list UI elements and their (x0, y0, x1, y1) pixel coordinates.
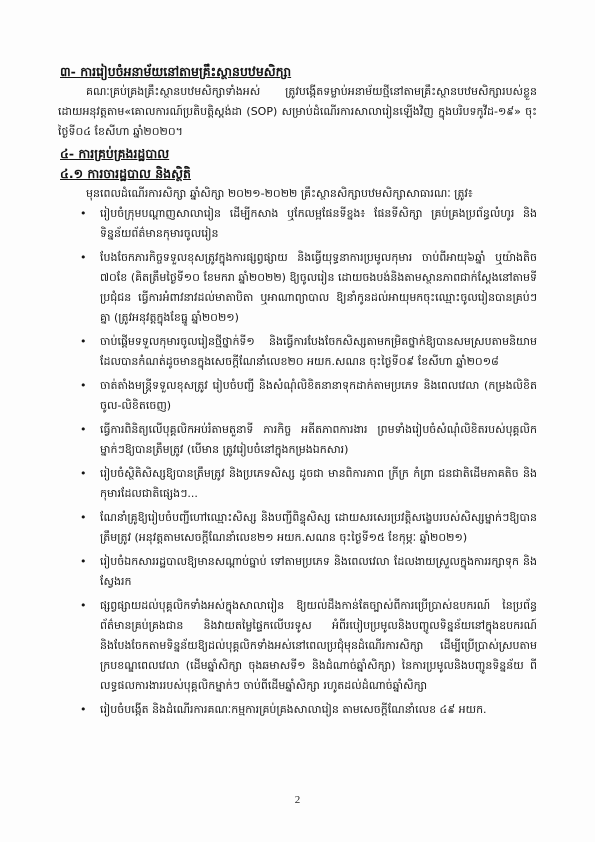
bullet-marker: • (80, 379, 87, 392)
bullet-marker: • (80, 423, 87, 436)
list-item (72, 204, 537, 244)
list-item-text: ផ្សព្វផ្សាយដល់បុគ្គលិកទាំងអស់ក្នុងសាលារៀន ឱ្យយល់ដឹងកាន់តែច្បាស់ពីការប្រើប្រាស់ឧបករណ៍ នៃប្រព័ន្ធព័ត៌មានគ្រប់គ្រងជាន និងវាយតម្លៃផ្ទៃកលើបរទូស អំពីរបៀបប្រមូលនិងបញ្ចូលទិន្នន័យនៅក្នុងឧបករណ៍ និងបែងចែកតាមទិន្នន័យឱ្យដល់បុគ្គលិកទាំងអស់នៅពេលប្រជុំមុនដំណើរការសិក្សា ដើម្បីប្រើប្រាស់ស្របតាមក្របខណ្ឌពេលវេលា (ដើមឆ្នាំសិក្សា ចុងឆមាសទី១ និងដំណាច់ឆ្នាំសិក្សា) នៃការប្រមូលនិងបញ្ជូនទិន្នន័យ ពីលទ្ធផលការងាររបស់បុគ្គលិកម្នាក់ៗ ចាប់ពីដើមឆ្នាំសិក្សា រហូតដល់ដំណាច់ឆ្នាំសិក្សា (100, 599, 537, 692)
bullet-list (58, 204, 537, 720)
bullet-marker: • (80, 703, 87, 716)
list-item (72, 332, 537, 372)
bullet-marker: • (80, 335, 87, 348)
subsection-4-1-intro: មុនពេលដំណើរការសិក្សា ឆ្នាំសិក្សា ២០២១-២០២២ គ្រឹះស្ថានសិក្សាបឋមសិក្សាសាធារណៈ ត្រូវ៖ (86, 187, 473, 200)
bullet-marker: • (80, 599, 87, 612)
list-item-text: រៀបចំស្ថិតិសិស្សឱ្យបានត្រឹមត្រូវ និងប្រភេទសិស្ស ដូចជា មានពិការភាព ក្រីក្រ កំព្រា ជនជាតិដើមភាគតិច និងកុមារដែលជាតិផ្សេងៗ... (100, 467, 537, 500)
list-item-text: ធ្វើការពិនិត្យលើបុគ្គលិកអប់រំតាមតួនាទី ភារកិច្ច អតីតភាពការងារ ព្រមទាំងរៀបចំសំណុំលិខិតរបស់បុគ្គលិកម្នាក់ៗឱ្យបានត្រឹមត្រូវ (បើមាន ត្រូវរៀបចំនៅក្នុងកម្រងឯកសារ) (100, 423, 537, 456)
list-item (72, 420, 537, 460)
list-item-text: រៀបចំឯកសាររដ្ឋបាលឱ្យមានសណ្តាប់ធ្នាប់ ទៅតាមប្រភេទ និងពេលវេលា ដែលងាយស្រួលក្នុងការរក្សាទុក និងស្វែងរក (100, 555, 537, 588)
list-item (72, 376, 537, 416)
page-number: 2 (294, 794, 301, 806)
list-item-text: ចាប់ផ្តើមទទួលកុមារចូលរៀនថ្មីថ្នាក់ទី១ និងធ្វើការបែងចែកសិស្សតាមកម្រិតថ្នាក់ឱ្យបានសមស្របតាមនិយាមដែលបានកំណត់ដូចមានក្នុងសេចក្តីណែនាំលេខ២០ អយក.សណន ចុះថ្ងៃទី០៩ ខែសីហា ឆ្នាំ២០១៨ (100, 335, 537, 368)
bullet-marker: • (80, 511, 87, 524)
section-heading-3: ៣- ការរៀបចំអនាម័យនៅតាមគ្រឹះស្ថានបឋមសិក្សា (60, 64, 292, 79)
list-item-text: បែងចែកភារកិច្ចទទួលខុសត្រូវក្នុងការផ្សព្វផ្សាយ និងធ្វើយុទ្ធនាការប្រមូលកុមារ ចាប់ពីអាយុ៦ឆ្នាំ ឬយ៉ាងតិច ៧០ខែ (គិតត្រឹមថ្ងៃទី១០ ខែមករា ឆ្នាំ២០២២) ឱ្យចូលរៀន ដោយចងបង់និងតាមស្ថានភាពជាក់ស្តែងនៅតាមទីប្រជុំជន ធ្វើការអំពាវនាវដល់មាតាបិតា ឬអាណាព្យាបាល ឱ្យនាំកូនដល់អាយុមកចុះឈ្មោះចូលរៀនបានគ្រប់ៗគ្នា (ត្រូវអនុវត្តក្នុងខែធ្នូ ឆ្នាំ២០២១) (100, 251, 537, 324)
section-heading-4: ៤- ការគ្រប់គ្រងរដ្ឋបាល (60, 146, 170, 161)
list-item (72, 508, 537, 548)
list-item-text: រៀបចំបង្កើត និងដំណើរការគណៈកម្មការគ្រប់គ្រងសាលារៀន តាមសេចក្តីណែនាំលេខ ៤៩ អយក. (100, 703, 487, 716)
bullet-marker: • (80, 555, 87, 568)
bullet-marker: • (80, 467, 87, 480)
section-3-paragraph: គណៈគ្រប់គ្រងគ្រឹះស្ថានបឋមសិក្សាទាំងអស់ ត្រូវបង្កើតទម្លាប់អនាម័យថ្មីនៅតាមគ្រឹះស្ថានបឋមសិក្សារបស់ខ្លួន ដោយអនុវត្តតាម«គោលការណ៍ប្រតិបត្តិស្តង់ដា (SOP) សម្រាប់ដំណើរការសាលារៀនឡើងវិញ ក្នុងបរិបទកូវីដ-១៩» ចុះថ្ងៃទី០៤ ខែសីហា ឆ្នាំ២០២០។ (58, 85, 537, 138)
bullet-marker: • (80, 251, 87, 264)
list-item-text: ចាត់តាំងមន្ត្រីទទួលខុសត្រូវ រៀបចំបញ្ជី និងសំណុំលិខិតនានាទុកដាក់តាមប្រភេទ និងពេលវេលា (កម្រងលិខិតចូល-លិខិតចេញ) (100, 379, 537, 412)
list-item (72, 464, 537, 504)
list-item-text: ណែនាំគ្រូឱ្យរៀបចំបញ្ជីហៅឈ្មោះសិស្ស និងបញ្ជីពិន្ទុសិស្ស ដោយសរសេរប្រវត្តិសង្ខេបរបស់សិស្សម្នាក់ៗឱ្យបានត្រឹមត្រូវ (អនុវត្តតាមសេចក្តីណែនាំលេខ២១ អយក.សណន ចុះថ្ងៃទី១៥ ខែកុម្ភៈ ឆ្នាំ២០២១) (100, 511, 537, 544)
list-item (72, 596, 537, 696)
list-item (72, 248, 537, 328)
subsection-heading-4-1: ៤.១ ការចារដ្ឋបាល និងស្ថិតិ (60, 166, 191, 181)
list-item-text: រៀបចំក្រុមបណ្តាញសាលារៀន ដើម្បីកសាង ឬកែលម្អផែនទីខ្នង៖ ផែនទីសិក្សា គ្រប់គ្រងប្រព័ន្ធលំហូរ និងទិន្នន័យព័ត៌មានកុមារចូលរៀន (100, 207, 537, 240)
bullet-marker: • (80, 207, 87, 220)
list-item (72, 552, 537, 592)
list-item (72, 700, 537, 720)
